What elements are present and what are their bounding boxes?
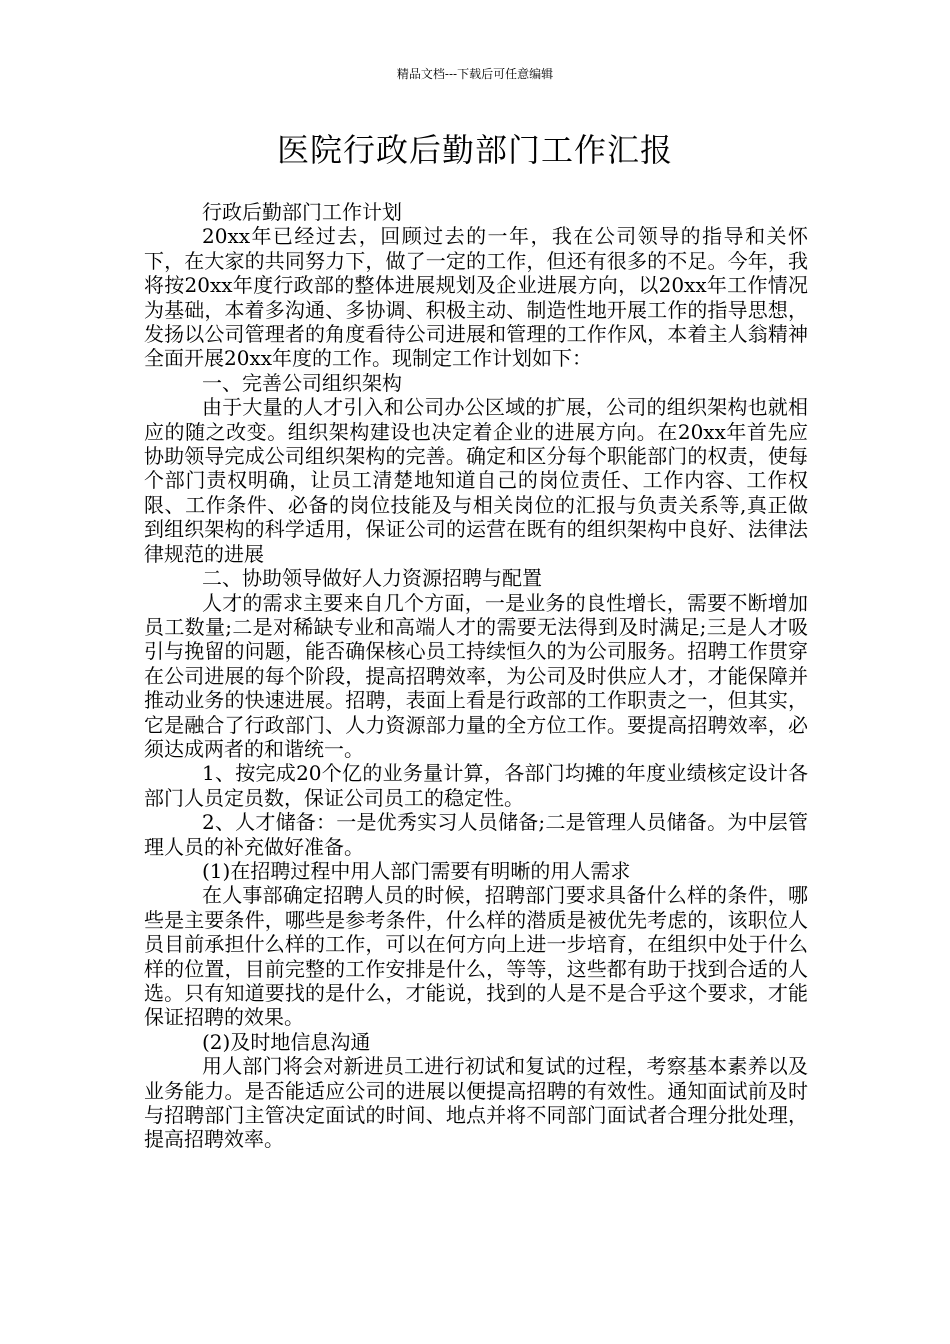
item-2-paragraph: 2、人才储备：一是优秀实习人员储备;二是管理人员储备。为中层管理人员的补充做好准备。	[144, 810, 808, 859]
section-2-paragraph: 人才的需求主要来自几个方面，一是业务的良性增长，需要不断增加员工数量;二是对稀缺专业和高端人才的需要无法得到及时满足;三是人才吸引与挽留的问题，能否确保核心员工持续恒久的为公司服务。招聘工作贯穿在公司进展的每个阶段，提高招聘效率，为公司及时供应人才，才能保障并推动业务的快速进展。招聘，表面上看是行政部的工作职责之一，但其实，它是融合了行政部门、人力资源部力量的全方位工作。要提高招聘效率，必须达成两者的和谐统一。	[144, 590, 808, 761]
subitem-1-heading: (1)在招聘过程中用人部门需要有明晰的用人需求	[202, 858, 631, 883]
subitem-2-paragraph: 用人部门将会对新进员工进行初试和复试的过程，考察基本素养以及业务能力。是否能适应公司的进展以便提高招聘的有效性。通知面试前及时与招聘部门主管决定面试的时间、地点并将不同部门面试者合理分批处理，提高招聘效率。	[144, 1054, 808, 1152]
subitem-1-paragraph: 在人事部确定招聘人员的时候，招聘部门要求具备什么样的条件，哪些是主要条件，哪些是参考条件，什么样的潜质是被优先考虑的，该职位人员目前承担什么样的工作，可以在何方向上进一步培育，在组织中处于什么样的位置，目前完整的工作安排是什么，等等，这些都有助于找到合适的人选。只有知道要找的是什么，才能说，找到的人是不是合乎这个要求，才能保证招聘的效果。	[144, 883, 808, 1030]
item-1-paragraph: 1、按完成20个亿的业务量计算，各部门均摊的年度业绩核定设计各部门人员定员数，保证公司员工的稳定性。	[144, 761, 808, 810]
document-body	[144, 200, 808, 1152]
plan-heading: 行政后勤部门工作计划	[202, 200, 402, 224]
section-heading-1: 一、完善公司组织架构	[202, 370, 402, 395]
section-heading-2: 二、协助领导做好人力资源招聘与配置	[202, 566, 542, 591]
header-note: 精品文档---下载后可任意编辑	[396, 67, 554, 81]
document-title: 医院行政后勤部门工作汇报	[276, 131, 673, 169]
subitem-2-heading: (2)及时地信息沟通	[202, 1029, 371, 1054]
section-1-paragraph: 由于大量的人才引入和公司办公区域的扩展，公司的组织架构也就相应的随之改变。组织架构建设也决定着企业的进展方向。在20xx年首先应协助领导完成公司组织架构的完善。确定和区分每个职能部门的权责，使每个部门责权明确，让员工清楚地知道自己的岗位责任、工作内容、工作权限、工作条件、必备的岗位技能及与相关岗位的汇报与负责关系等,真正做到组织架构的科学适用，保证公司的运营在既有的组织架构中良好、法律法律规范的进展	[144, 395, 808, 566]
intro-paragraph: 20xx年已经过去，回顾过去的一年，我在公司领导的指导和关怀下，在大家的共同努力下，做了一定的工作，但还有很多的不足。今年，我将按20xx年度行政部的整体进展规划及企业进展方向，以20xx年工作情况为基础，本着多沟通、多协调、积极主动、制造性地开展工作的指导思想，发扬以公司管理者的角度看待公司进展和管理的工作作风，本着主人翁精神全面开展20xx年度的工作。现制定工作计划如下：	[144, 224, 808, 371]
